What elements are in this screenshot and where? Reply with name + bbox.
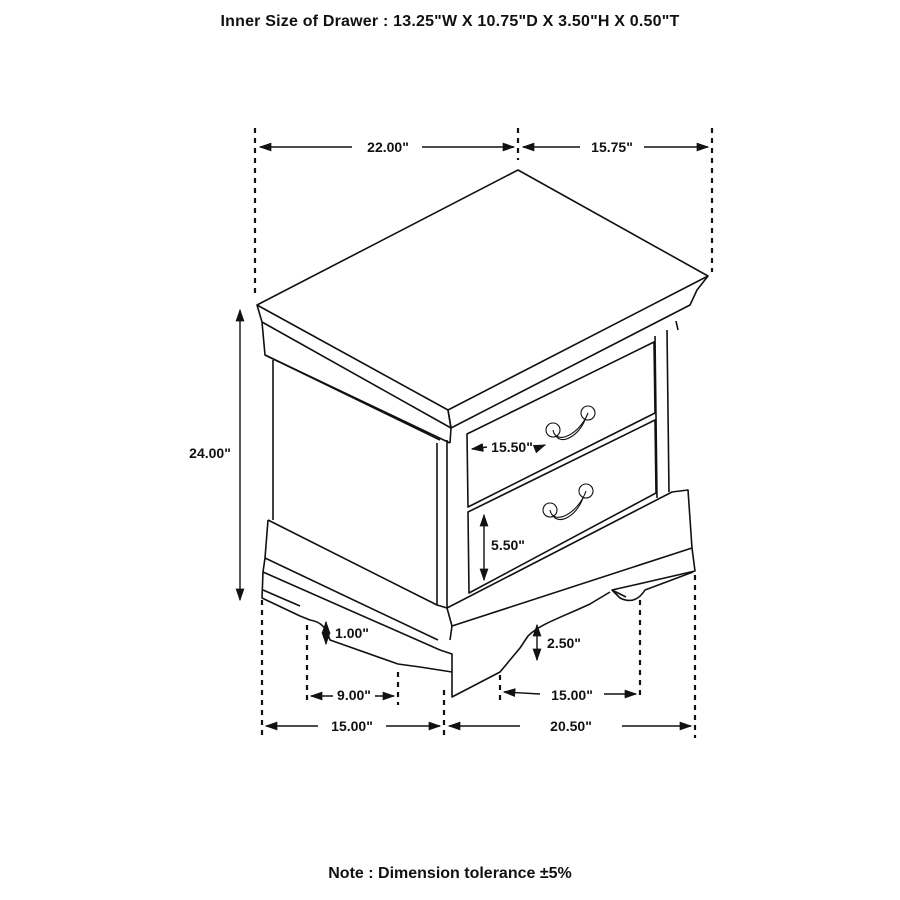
base-width-label: 20.50" [550,718,592,734]
nightstand-illustration [257,170,708,697]
drawer-width-label: 15.50" [491,439,533,455]
front-foot-height-label: 2.50" [547,635,581,651]
front-foot-width-label: 15.00" [551,687,593,703]
top-width-label: 22.00" [367,139,409,155]
base-depth-label: 15.00" [331,718,373,734]
side-foot-height-label: 1.00" [335,625,369,641]
drawer-height-label: 5.50" [491,537,525,553]
side-foot-width-label: 9.00" [337,687,371,703]
drawer-inner-size-title: Inner Size of Drawer : 13.25"W X 10.75"D X 3.50"H X 0.50"T [220,13,680,30]
overall-height-label: 24.00" [189,445,231,461]
dimension-tolerance-note: Note : Dimension tolerance ±5% [328,865,572,882]
top-depth-label: 15.75" [591,139,633,155]
